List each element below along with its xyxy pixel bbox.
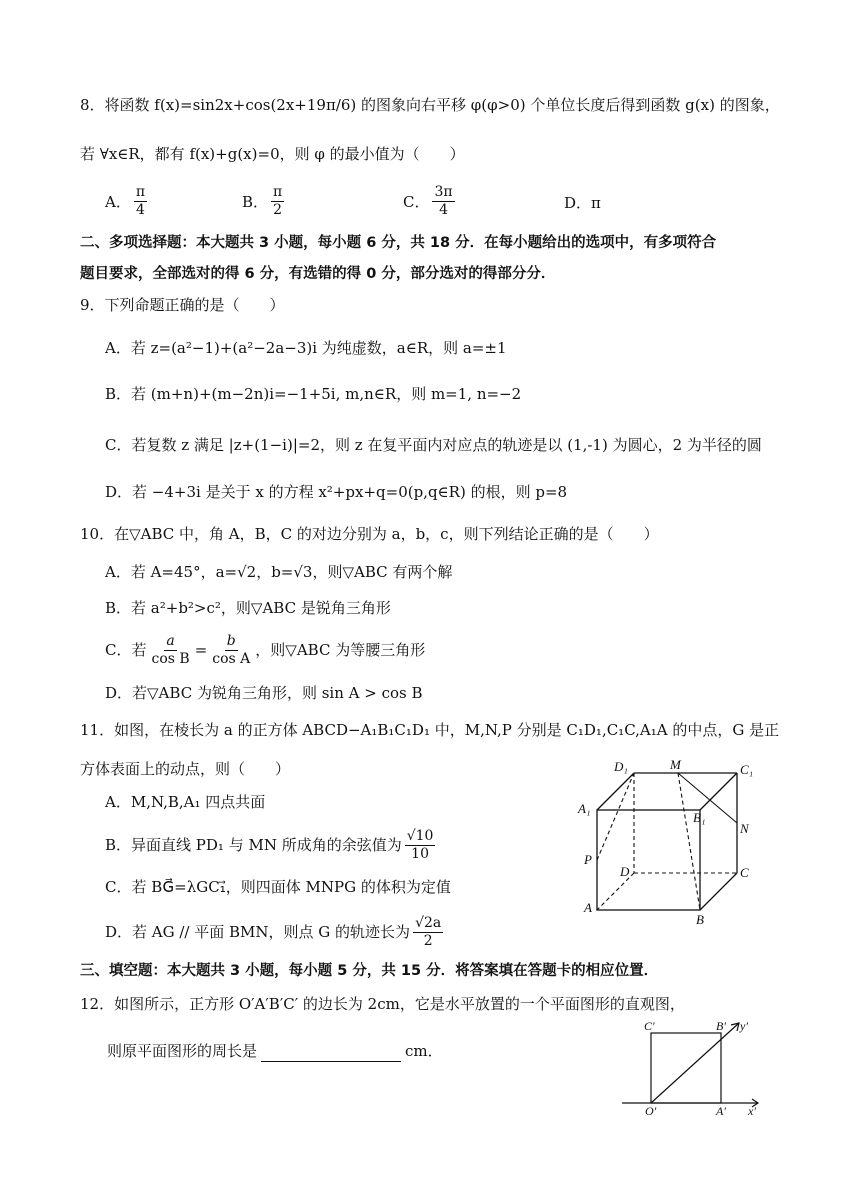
cube-figure <box>572 760 762 925</box>
label-a-prime: A′ <box>716 1104 726 1116</box>
label-p: P <box>584 852 592 867</box>
q10-option-d: D．若▽ABC 为锐角三角形，则 sin A > cos B <box>105 684 423 702</box>
denominator: 4 <box>135 202 145 218</box>
q11-option-d <box>105 910 446 954</box>
q9-option-c: C．若复数 z 满足 |z+(1−i)|=2，则 z 在复平面内对应点的轨迹是以 (1,-1) 为圆心，2 为半径的圆 <box>105 436 762 454</box>
y-axis <box>651 1023 739 1103</box>
q8-option-b <box>242 184 287 219</box>
segment-m-n <box>678 773 737 823</box>
label-n: N <box>740 821 749 836</box>
denominator: 10 <box>411 845 429 862</box>
q9-stem: 9．下列命题正确的是（ ） <box>80 296 285 314</box>
edge-a1-d1 <box>597 773 634 810</box>
label-b-prime: B′ <box>716 1019 726 1033</box>
numerator: √2a <box>415 914 442 931</box>
q8-option-c <box>403 184 458 219</box>
label-d: D <box>620 864 630 879</box>
denominator: 2 <box>423 932 433 949</box>
numerator: a <box>166 632 175 649</box>
numerator: π <box>273 184 283 200</box>
option-label: C． <box>403 193 430 211</box>
fraction <box>271 184 284 219</box>
question-text: 则原平面图形的周长是 <box>107 1042 258 1060</box>
option-text: π <box>591 193 601 212</box>
option-label: D． <box>564 194 592 212</box>
fraction <box>210 633 252 668</box>
label-o-prime: O′ <box>645 1104 657 1116</box>
option-text: ，则▽ABC 为等腰三角形 <box>255 641 426 659</box>
label-y-prime: y′ <box>740 1019 748 1033</box>
q12-line2 <box>107 1040 443 1062</box>
option-text: B．异面直线 PD₁ 与 MN 所成角的余弦值为 <box>105 836 402 854</box>
equals-sign: = <box>194 641 208 659</box>
label-a1: A₁ <box>578 801 591 816</box>
q10-option-a: A．若 A=45°，a=√2，b=√3，则▽ABC 有两个解 <box>105 563 453 581</box>
label-b1: B₁ <box>693 810 706 825</box>
label-m: M <box>670 760 681 772</box>
numerator: b <box>226 632 236 649</box>
unit-text: cm． <box>405 1042 443 1060</box>
option-label: B． <box>242 193 269 211</box>
label-x-prime: x′ <box>748 1104 756 1116</box>
option-text: C．若 <box>105 641 147 659</box>
q10-stem: 10．在▽ABC 中，角 A，B，C 的对边分别为 a，b，c，则下列结论正确的是（ ） <box>80 525 659 543</box>
fraction <box>432 184 454 219</box>
denominator: cos A <box>212 650 251 667</box>
q9-option-b: B．若 (m+n)+(m−2n)i=−1+5i, m,n∈R，则 m=1, n=−2 <box>105 385 522 403</box>
q12-line1: 12．如图所示，正方形 O′A′B′C′ 的边长为 2cm，它是水平放置的一个平面图形的直观图， <box>80 995 685 1013</box>
label-c1: C₁ <box>740 762 754 777</box>
denominator: cos B <box>151 650 190 667</box>
fraction <box>405 828 436 863</box>
label-a: A <box>584 900 592 915</box>
option-label: A． <box>105 193 131 211</box>
q11-option-a: A．M,N,B,A₁ 四点共面 <box>105 793 266 811</box>
q8-option-a <box>105 184 150 219</box>
fraction <box>134 184 147 219</box>
label-c: C <box>740 865 749 880</box>
q11-option-b <box>105 825 438 865</box>
q8-options <box>105 184 665 224</box>
q8-line1: 8．将函数 f(x)=sin2x+cos(2x+19π/6) 的图象向右平移 φ(φ>0) 个单位长度后得到函数 g(x) 的图象， <box>80 96 780 114</box>
answer-blank[interactable] <box>261 1045 401 1062</box>
q11-line1: 11．如图，在棱长为 a 的正方体 ABCD−A₁B₁C₁D₁ 中，M,N,P 分别是 C₁D₁,C₁C,A₁A 的中点，G 是正 <box>80 721 780 739</box>
option-text: D．若 AG // 平面 BMN，则点 G 的轨迹长为 <box>105 923 411 941</box>
section2-heading-line2: 题目要求，全部选对的得 6 分，有选错的得 0 分，部分选对的得部分分． <box>80 266 556 282</box>
square-o-a-b-c <box>651 1033 721 1103</box>
fraction <box>413 915 443 950</box>
q10-option-b: B．若 a²+b²>c²，则▽ABC 是锐角三角形 <box>105 599 391 617</box>
denominator: 4 <box>439 202 448 218</box>
q9-option-d: D．若 −4+3i 是关于 x 的方程 x²+px+q=0(p,q∈R) 的根，则 p=8 <box>105 483 568 501</box>
section3-heading: 三、填空题：本大题共 3 小题，每小题 5 分，共 15 分．将答案填在答题卡的相应位置． <box>80 963 659 979</box>
segment-p-d1 <box>597 773 634 860</box>
label-d1: D₁ <box>614 760 628 774</box>
q8-option-d <box>564 192 601 213</box>
numerator: √10 <box>406 827 434 844</box>
section2-heading-line1: 二、多项选择题：本大题共 3 小题，每小题 6 分，共 18 分．在每小题给出的选项中，有多项符合 <box>80 235 717 251</box>
label-c-prime: C′ <box>644 1019 655 1033</box>
label-b: B <box>696 912 704 925</box>
segment-m-b <box>678 773 700 910</box>
edge-b1-c1 <box>700 773 737 810</box>
q8-line2: 若 ∀x∈R，都有 f(x)+g(x)=0，则 φ 的最小值为（ ） <box>80 145 465 163</box>
q11-option-c: C．若 BG⃗=λGC₁⃗，则四面体 MNPG 的体积为定值 <box>105 878 451 896</box>
numerator: π <box>135 184 146 200</box>
numerator: 3π <box>434 184 453 200</box>
square-figure <box>618 1018 768 1116</box>
q11-line2: 方体表面上的动点，则（ ） <box>80 760 291 778</box>
fraction <box>149 633 191 668</box>
edge-b-c <box>700 873 737 910</box>
q10-option-c <box>105 630 425 670</box>
denominator: 2 <box>273 202 283 218</box>
q9-option-a: A．若 z=(a²−1)+(a²−2a−3)i 为纯虚数，a∈R，则 a=±1 <box>105 339 507 357</box>
